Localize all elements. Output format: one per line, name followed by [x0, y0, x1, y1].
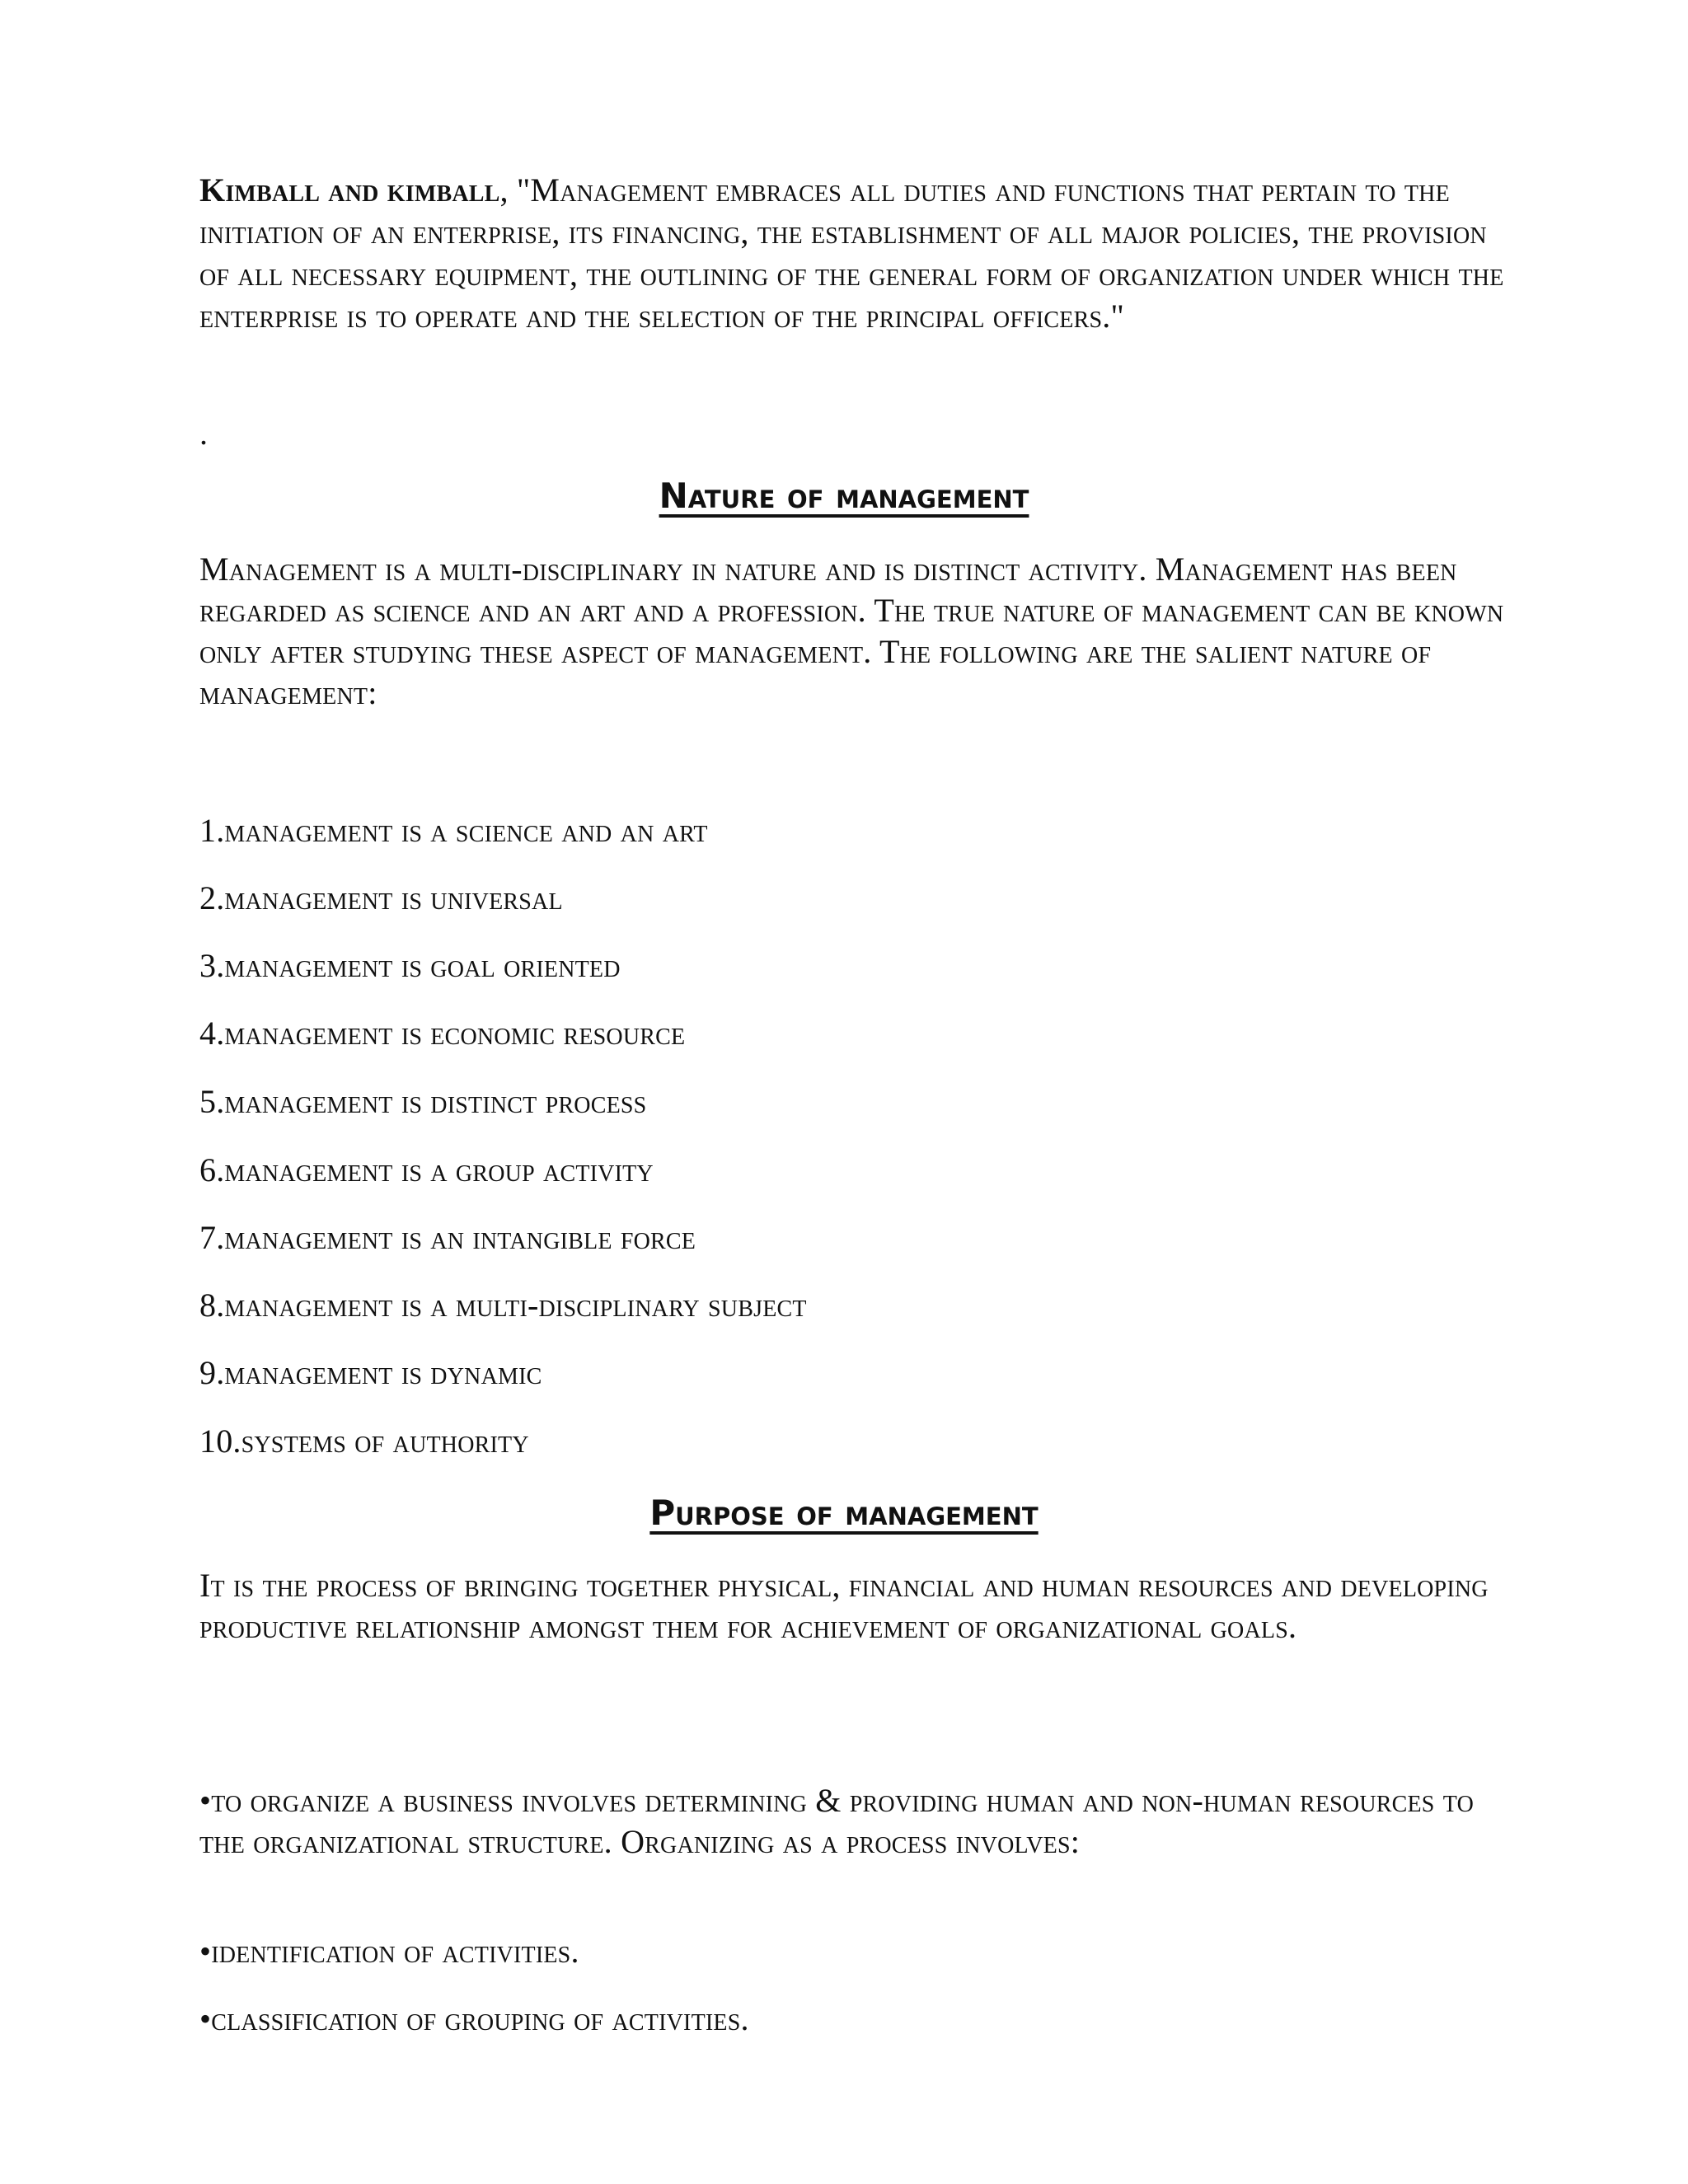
list-item: 4.management is economic resource — [199, 1015, 686, 1052]
list-item: 10.systems of authority — [199, 1422, 529, 1460]
list-item: 2.management is universal — [199, 879, 563, 916]
purpose-heading: Purpose of management — [649, 1493, 1039, 1533]
definition-author: Kimball and kimball — [199, 171, 500, 209]
nature-intro: Management is a multi-disciplinary in nature and is distinct activity. Management has been regarded as science and an art and a profession. The true nature of management can be known only after studying these aspect of management. The following are the salient nature of management: — [199, 551, 1504, 711]
list-item: •to organize a business involves determining & providing human and non-human resources to the organizational structure. Organizing as a process involves: — [199, 1782, 1474, 1860]
purpose-intro: It is the process of bringing together physical, financial and human resources and developing productive relationship amongst them for achievement of organizational goals. — [199, 1567, 1489, 1645]
separator-dot: . — [199, 415, 208, 452]
bullet-icon: • — [199, 1933, 212, 1970]
definition-paragraph — [199, 169, 1518, 337]
bullet-icon: • — [199, 1782, 212, 1819]
list-item: 6.management is a group activity — [199, 1151, 654, 1188]
list-item: 3.management is goal oriented — [199, 947, 621, 984]
bullet-icon: • — [199, 2000, 212, 2037]
list-item: •classification of grouping of activities. — [199, 2000, 749, 2037]
definition-quote: , "Management embraces all duties and functions that pertain to the initiation of an enterprise, its financing, the establishment of all major policies, the provision of all necessary equipment, the outlining of the general form of organization under which the enterprise is to operate and the selection of the principal officers." — [199, 171, 1504, 335]
nature-heading: Nature of management — [659, 476, 1029, 516]
list-item: 7.management is an intangible force — [199, 1219, 696, 1256]
list-item: 1.management is a science and an art — [199, 812, 708, 849]
list-item: 5.management is distinct process — [199, 1083, 647, 1120]
list-item: •identification of activities. — [199, 1933, 579, 1970]
list-item: 9.management is dynamic — [199, 1354, 542, 1391]
list-item: 8.management is a multi-disciplinary subject — [199, 1286, 807, 1324]
